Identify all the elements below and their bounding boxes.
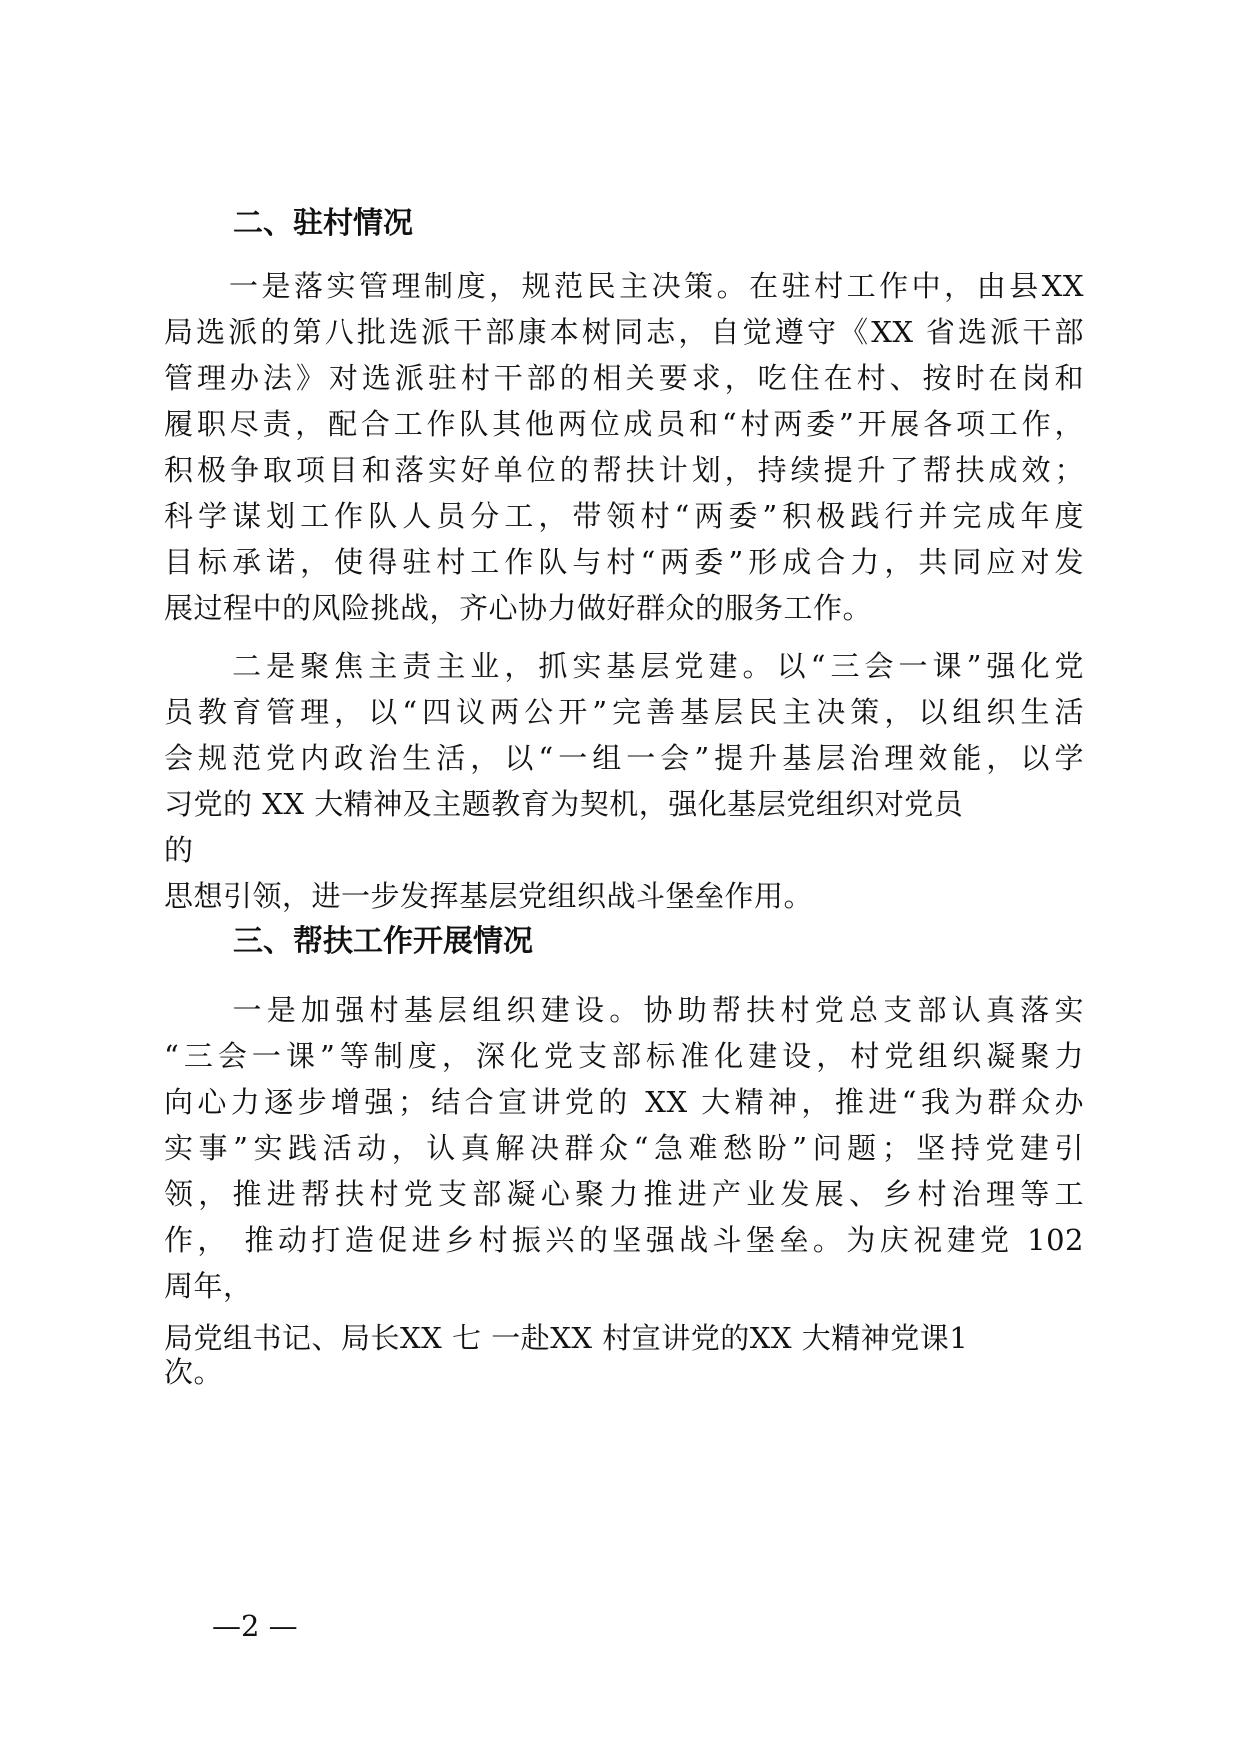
paragraph-line: 局党组书记、局长XX 七 一赴XX 村宣讲党的XX 大精神党课1 xyxy=(164,1321,969,1355)
paragraph-line: 展过程中的风险挑战，齐心协力做好群众的服务工作。 xyxy=(164,591,873,625)
paragraph-line: 科学谋划工作队人员分工，带领村“两委”积极践行并完成年度 xyxy=(164,499,1084,533)
paragraph-line: 履职尽责，配合工作队其他两位成员和“村两委”开展各项工作， xyxy=(164,407,1084,441)
section-heading: 三、帮扶工作开展情况 xyxy=(233,924,533,959)
section-heading: 二、驻村情况 xyxy=(233,206,413,241)
paragraph-line: 积极争取项目和落实好单位的帮扶计划，持续提升了帮扶成效； xyxy=(164,453,1084,487)
paragraph-line: 一是加强村基层组织建设。协助帮扶村党总支部认真落实 xyxy=(164,993,1084,1027)
paragraph-line: 周年， xyxy=(164,1269,253,1303)
paragraph-line: 员教育管理，以“四议两公开”完善基层民主决策，以组织生活 xyxy=(164,695,1084,729)
paragraph-line: 会规范党内政治生活，以“一组一会”提升基层治理效能，以学 xyxy=(164,741,1084,775)
paragraph-line: 二是聚焦主责主业，抓实基层党建。以“三会一课”强化党 xyxy=(164,649,1084,683)
paragraph-line: 实事”实践活动，认真解决群众“急难愁盼”问题；坚持党建引 xyxy=(164,1131,1084,1165)
paragraph-line: 领，推进帮扶村党支部凝心聚力推进产业发展、乡村治理等工 xyxy=(164,1177,1084,1211)
paragraph-line: 目标承诺，使得驻村工作队与村“两委”形成合力，共同应对发 xyxy=(164,545,1084,579)
paragraph-line: 一是落实管理制度，规范民主决策。在驻村工作中，由县XX xyxy=(164,269,1084,303)
paragraph-line: 的 xyxy=(164,833,194,867)
paragraph-line: “三会一课”等制度，深化党支部标准化建设，村党组织凝聚力 xyxy=(164,1039,1084,1073)
paragraph-line: 管理办法》对选派驻村干部的相关要求，吃住在村、按时在岗和 xyxy=(164,361,1084,395)
paragraph-line: 习党的 XX 大精神及主题教育为契机，强化基层党组织对党员 xyxy=(164,787,964,821)
paragraph-line: 思想引领，进一步发挥基层党组织战斗堡垒作用。 xyxy=(164,879,814,913)
paragraph-line: 次。 xyxy=(164,1355,224,1389)
paragraph-line: 作， 推动打造促进乡村振兴的坚强战斗堡垒。为庆祝建党 102 xyxy=(164,1223,1084,1257)
paragraph-line: 局选派的第八批选派干部康本树同志，自觉遵守《XX 省选派干部 xyxy=(164,315,1084,349)
page-number: —2 — xyxy=(212,1609,298,1643)
paragraph-line: 向心力逐步增强；结合宣讲党的 XX 大精神，推进“我为群众办 xyxy=(164,1085,1084,1119)
